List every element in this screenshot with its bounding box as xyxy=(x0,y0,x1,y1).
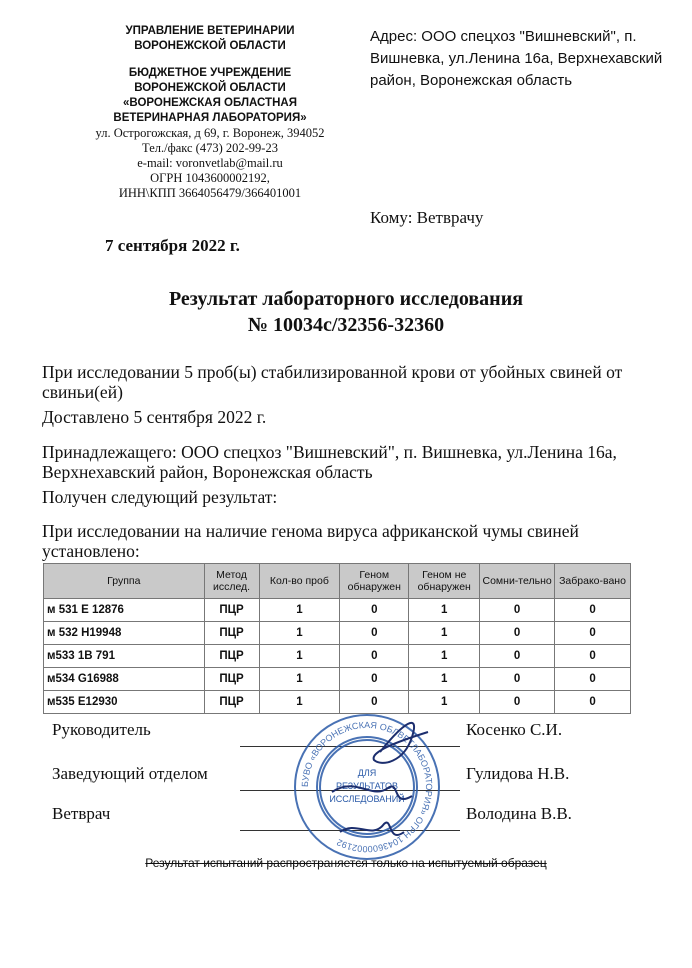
table-cell: 0 xyxy=(340,691,409,714)
org-line: «ВОРОНЕЖСКАЯ ОБЛАСТНАЯ xyxy=(123,97,297,109)
title-text: Результат лабораторного исследования xyxy=(168,288,524,310)
table-cell: 1 xyxy=(409,599,480,622)
table-cell: ПЦР xyxy=(204,599,259,622)
signature-role: Руководитель xyxy=(52,720,151,739)
body-paragraph: Получен следующий результат: xyxy=(42,487,278,507)
table-cell: 0 xyxy=(555,645,631,668)
org-line: УПРАВЛЕНИЕ ВЕТЕРИНАРИИ xyxy=(125,25,295,37)
org-street: ул. Острогожская, д 69, г. Воронеж, 394052 xyxy=(95,126,325,140)
col-header: Метод исслед. xyxy=(204,564,259,599)
org-phone: Тел./факс (473) 202-99-23 xyxy=(142,141,278,155)
org-line: ВЕТЕРИНАРНАЯ ЛАБОРАТОРИЯ» xyxy=(113,112,307,124)
table-cell: 1 xyxy=(259,691,340,714)
document-body xyxy=(42,362,662,714)
table-cell: 1 xyxy=(259,622,340,645)
col-header: Забрако-вано xyxy=(555,564,631,599)
table-cell: 0 xyxy=(340,645,409,668)
results-table xyxy=(43,563,631,714)
table-header-row xyxy=(44,564,631,599)
table-cell: 1 xyxy=(259,645,340,668)
org-ogrn: ОГРН 1043600002192, xyxy=(150,171,270,185)
signature-role: Ветврач xyxy=(52,804,111,823)
table-cell: ПЦР xyxy=(204,622,259,645)
signature-role: Заведующий отделом xyxy=(52,764,208,783)
signature-name: Гулидова Н.В. xyxy=(466,764,570,783)
table-cell: 1 xyxy=(259,599,340,622)
official-stamp xyxy=(292,712,442,862)
table-cell: 0 xyxy=(480,645,555,668)
col-header: Кол-во проб xyxy=(259,564,340,599)
table-cell: м533 1В 791 xyxy=(44,645,205,668)
table-cell: 0 xyxy=(340,622,409,645)
table-cell: 0 xyxy=(555,622,631,645)
signature-name: Косенко С.И. xyxy=(466,720,563,739)
body-paragraph: Принадлежащего: ООО спецхоз "Вишневский", п. Вишневка, ул.Ленина 16а, Верхнехавский район, Воронежская область xyxy=(42,442,617,482)
signature-name: Володина В.В. xyxy=(466,804,572,823)
document-date: 7 сентября 2022 г. xyxy=(105,236,240,255)
body-paragraph: При исследовании 5 проб(ы) стабилизированной крови от убойных свиней от свиньи(ей) xyxy=(42,362,623,402)
table-cell: 0 xyxy=(480,691,555,714)
org-line: БЮДЖЕТНОЕ УЧРЕЖДЕНИЕ xyxy=(128,67,292,79)
organization-header xyxy=(60,24,360,201)
svg-text:ИССЛЕДОВАНИЙ: ИССЛЕДОВАНИЙ xyxy=(329,794,405,804)
table-cell: м534 G16988 xyxy=(44,668,205,691)
table-row xyxy=(44,645,631,668)
table-cell: м535 Е12930 xyxy=(44,691,205,714)
table-cell: ПЦР xyxy=(204,645,259,668)
col-header: Группа xyxy=(44,564,205,599)
recipient-address: Адрес: ООО спецхоз "Вишневский", п. Вишневка, ул.Ленина 16а, Верхнехавский район, Воронежская область xyxy=(370,28,663,89)
table-cell: ПЦР xyxy=(204,668,259,691)
svg-text:РЕЗУЛЬТАТОВ: РЕЗУЛЬТАТОВ xyxy=(335,781,399,791)
table-cell: 1 xyxy=(409,691,480,714)
table-cell: м 532 Н19948 xyxy=(44,622,205,645)
document-title xyxy=(0,286,692,338)
table-cell: 1 xyxy=(409,645,480,668)
table-row xyxy=(44,599,631,622)
table-row xyxy=(44,622,631,645)
table-cell: 0 xyxy=(340,668,409,691)
table-cell: 0 xyxy=(555,668,631,691)
table-cell: 0 xyxy=(340,599,409,622)
table-cell: 1 xyxy=(409,622,480,645)
table-row xyxy=(44,668,631,691)
org-inn: ИНН\КПП 3664056479/366401001 xyxy=(118,186,302,200)
col-header: Геном обнаружен xyxy=(340,564,409,599)
table-cell: 0 xyxy=(555,691,631,714)
svg-text:БУВО «ВОРОНЕЖСКАЯ ОБЛВЕТЛАБОРА: БУВО «ВОРОНЕЖСКАЯ ОБЛВЕТЛАБОРАТОРИЯ» ОГРН 1043600002192 xyxy=(299,719,435,855)
table-cell: 0 xyxy=(480,668,555,691)
svg-text:ДЛЯ: ДЛЯ xyxy=(357,768,377,778)
table-cell: м 531 Е 12876 xyxy=(44,599,205,622)
body-paragraph: Доставлено 5 сентября 2022 г. xyxy=(42,407,267,427)
table-row xyxy=(44,691,631,714)
table-cell: 0 xyxy=(480,622,555,645)
recipient: Кому: Ветврачу xyxy=(370,208,484,227)
table-cell: ПЦР xyxy=(204,691,259,714)
org-line: ВОРОНЕЖСКОЙ ОБЛАСТИ xyxy=(134,82,286,94)
table-cell: 1 xyxy=(259,668,340,691)
document-number: № 10034с/32356-32360 xyxy=(247,314,445,336)
org-line: ВОРОНЕЖСКОЙ ОБЛАСТИ xyxy=(134,40,286,52)
body-paragraph: При исследовании на наличие генома вируса африканской чумы свиней установлено: xyxy=(42,521,579,561)
col-header: Геном не обнаружен xyxy=(409,564,480,599)
footer-note: Результат испытаний распространяется только на испытуемый образец xyxy=(145,856,547,870)
col-header: Сомни-тельно xyxy=(480,564,555,599)
table-cell: 0 xyxy=(555,599,631,622)
table-cell: 0 xyxy=(480,599,555,622)
table-cell: 1 xyxy=(409,668,480,691)
org-email: e-mail: voronvetlab@mail.ru xyxy=(137,156,283,170)
